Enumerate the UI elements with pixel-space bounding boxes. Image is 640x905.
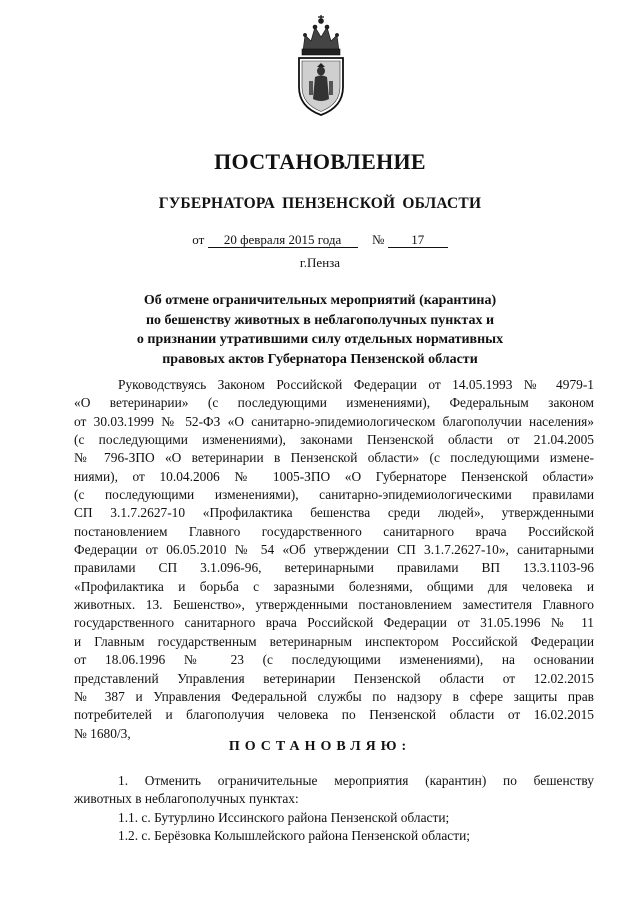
date-prefix: от — [192, 232, 205, 247]
body-line: и Главным государственным ветеринарным инспектором Российской Федерации — [74, 633, 594, 649]
decree-items — [74, 772, 594, 845]
decree-word: ПОСТАНОВЛЯЮ: — [228, 739, 412, 754]
body-line: № 387 и Управления Федеральной службы по надзору в сфере защиты прав — [74, 688, 594, 704]
body-line: ниями), от 10.04.2006 № 1005-ЗПО «О Губернаторе Пензенской области» — [74, 468, 594, 484]
body-line: постановлением Главного государственного санитарного врача Российской — [74, 523, 594, 539]
body-line: «Профилактика и борьба с заразными болезнями, общими для человека и — [74, 578, 594, 594]
body-line: Федерации от 06.05.2010 № 54 «Об утверждении СП 3.1.7.2627-10», санитарными — [74, 542, 594, 558]
item-line: 1. Отменить ограничительные мероприятия (карантин) по бешенству — [118, 773, 594, 788]
body-line: животных. 13. Бешенство», утвержденными постановлением заместителя Главного — [74, 597, 594, 613]
body-line: потребителей и благополучия человека по Пензенской области от 16.02.2015 — [74, 707, 594, 723]
document-number: 17 — [388, 233, 448, 248]
body-line: (с последующими изменениями), санитарно-эпидемиологическими правилами — [74, 487, 594, 503]
body-line: Руководствуясь Законом Российской Федерации от 14.05.1993 № 4979-1 — [118, 377, 594, 392]
body-line: от 30.03.1999 № 52-ФЗ «О санитарно-эпидемиологическом благополучии населения» — [74, 413, 594, 429]
document-subtitle: ГУБЕРНАТОРА ПЕНЗЕНСКОЙ ОБЛАСТИ — [158, 195, 482, 212]
body-line: № 1680/3, — [74, 725, 131, 741]
heading-line: о признании утратившими силу отдельных нормативных — [136, 332, 504, 347]
document-date: 20 февраля 2015 года — [208, 233, 358, 248]
heading-line: Об отмене ограничительных мероприятий (карантина) — [143, 293, 497, 308]
item-line: животных в неблагополучных пунктах: — [74, 791, 299, 807]
body-line: № 796-ЗПО «О ветеринарии в Пензенской области» (с последующими измене- — [74, 450, 594, 466]
body-line: от 18.06.1996 № 23 (с последующими изменениями), на основании — [74, 652, 594, 668]
heading-line: по бешенству животных в неблагополучных пунктах и — [145, 312, 495, 328]
body-line: представлений Управления ветеринарии Пензенской области от 12.02.2015 — [74, 670, 594, 686]
document-heading — [80, 291, 560, 369]
heading-line: правовых актов Губернатора Пензенской области — [162, 351, 478, 367]
document-title: ПОСТАНОВЛЕНИЕ — [214, 149, 426, 174]
penza-coat-of-arms-icon — [291, 15, 351, 119]
item-line: 1.2. с. Берёзовка Колышлейского района Пензенской области; — [118, 828, 470, 844]
body-line: (с последующими изменениями), законами Пензенской области от 21.04.2005 — [74, 432, 594, 448]
body-line: правилами СП 3.1.096-96, ветеринарными правилами ВП 13.3.1103-96 — [74, 560, 594, 576]
date-number-line — [0, 232, 640, 248]
item-line: 1.1. с. Бутурлино Иссинского района Пензенской области; — [118, 809, 450, 825]
body-line: СП 3.1.7.2627-10 «Профилактика бешенства среди людей», утвержденными — [74, 505, 594, 521]
body-line: «О ветеринарии» (с последующими изменениями), Федеральным законом — [74, 395, 594, 411]
document-city: г.Пенза — [299, 255, 341, 270]
number-sign: № — [372, 232, 385, 247]
body-line: государственного санитарного врача Российской Федерации от 31.05.1996 № 11 — [74, 615, 594, 631]
preamble-paragraph — [74, 376, 594, 743]
